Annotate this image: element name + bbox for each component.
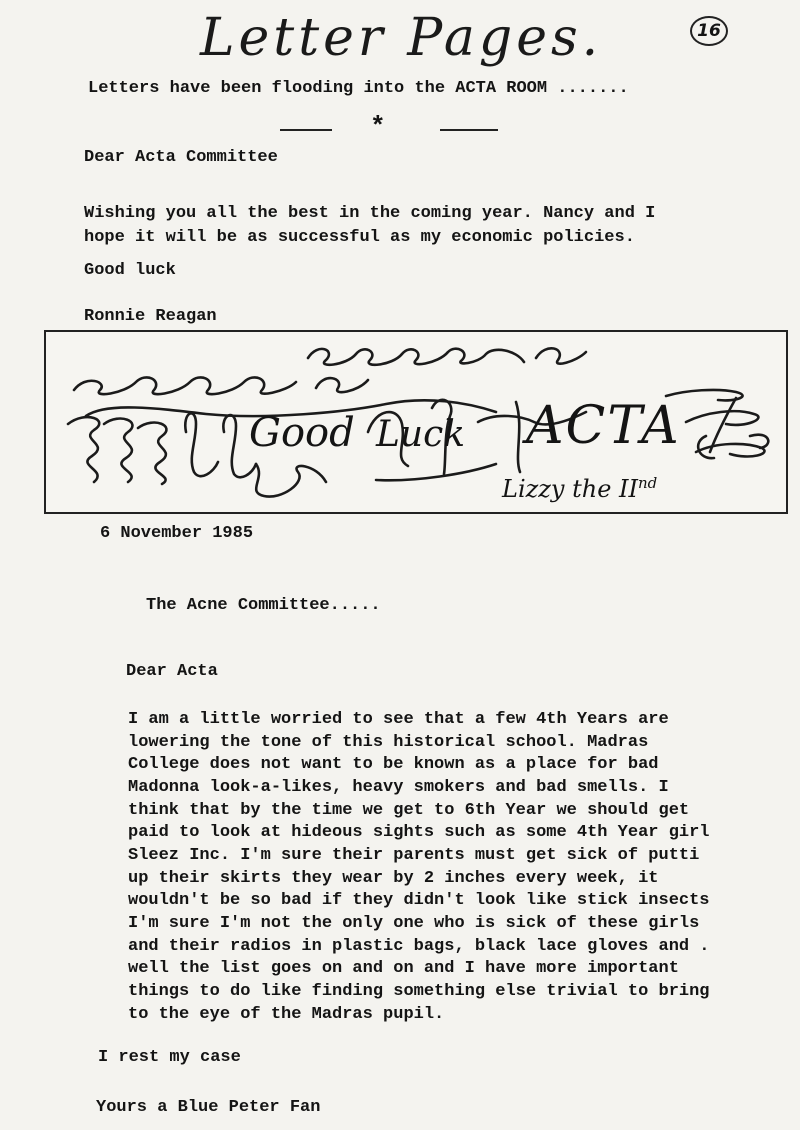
letter1-signature: Ronnie Reagan bbox=[84, 307, 217, 326]
separator-left-line bbox=[280, 129, 332, 131]
letter2-line: to the eye of the Madras pupil. bbox=[128, 1005, 445, 1024]
letter2-line: think that by the time we get to 6th Year we should get bbox=[128, 801, 690, 820]
letter2-line: lowering the tone of this historical school. Madras bbox=[128, 733, 649, 752]
letter1-line: Wishing you all the best in the coming year. Nancy and I bbox=[84, 204, 656, 223]
letter2-line: well the list goes on and on and I have more important bbox=[128, 959, 679, 978]
letter2-salutation: Dear Acta bbox=[126, 662, 218, 681]
letter2-line: Sleez Inc. I'm sure their parents must get sick of putti bbox=[128, 846, 700, 865]
letter1-line: hope it will be as successful as my economic policies. bbox=[84, 228, 635, 247]
page-number: 16 bbox=[690, 16, 728, 46]
letter2-line: wouldn't be so bad if they didn't look like stick insects bbox=[128, 891, 710, 910]
card-message-good: Good bbox=[249, 410, 355, 456]
letter2-closing: I rest my case bbox=[98, 1048, 241, 1067]
letter2-line: and their radios in plastic bags, black lace gloves and . bbox=[128, 937, 710, 956]
letter-date: 6 November 1985 bbox=[100, 524, 254, 543]
letter2-heading: The Acne Committee..... bbox=[146, 596, 381, 615]
card-signature-suffix: nd bbox=[637, 474, 658, 492]
letter2-line: up their skirts they wear by 2 inches every week, it bbox=[128, 869, 659, 888]
greeting-card bbox=[44, 330, 788, 514]
letter2-signature: Yours a Blue Peter Fan bbox=[96, 1098, 321, 1117]
card-message-acta: ACTA bbox=[526, 396, 681, 456]
card-message-luck: Luck bbox=[376, 414, 466, 455]
intro-line: Letters have been flooding into the ACTA ROOM ....... bbox=[88, 79, 629, 98]
card-signature bbox=[502, 474, 657, 503]
card-signature-name: Lizzy the II bbox=[502, 475, 638, 503]
letter2-line: I am a little worried to see that a few 4th Years are bbox=[128, 710, 669, 729]
page-title: Letter Pages. bbox=[200, 8, 603, 68]
letter2-line: Madonna look-a-likes, heavy smokers and bad smells. I bbox=[128, 778, 669, 797]
separator-star: * bbox=[370, 112, 386, 142]
letter1-salutation: Dear Acta Committee bbox=[84, 148, 278, 167]
letter2-line: things to do like finding something else trivial to bring bbox=[128, 982, 710, 1001]
letter2-line: paid to look at hideous sights such as some 4th Year girl bbox=[128, 823, 710, 842]
letter1-closing: Good luck bbox=[84, 261, 176, 280]
letter2-line: I'm sure I'm not the only one who is sick of these girls bbox=[128, 914, 700, 933]
separator-right-line bbox=[440, 129, 498, 131]
letter2-line: College does not want to be known as a place for bad bbox=[128, 755, 659, 774]
